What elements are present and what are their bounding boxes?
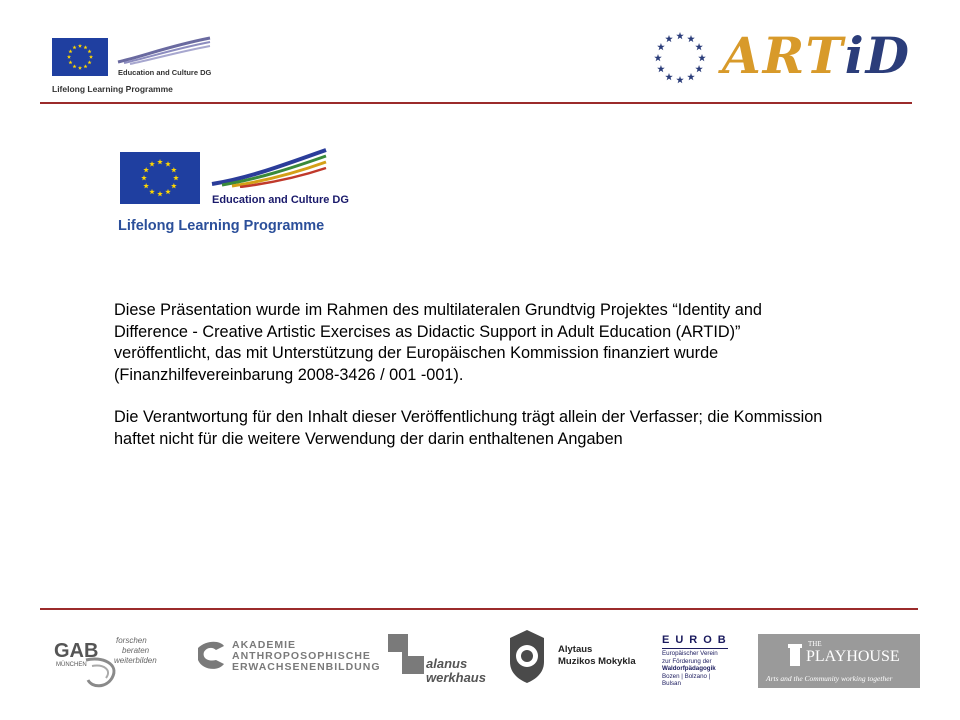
akademie-line3: ERWACHSENENBILDUNG <box>232 661 381 673</box>
playhouse-pillar-icon <box>788 644 802 666</box>
eurob-line3: Waldorfpädagogik <box>662 665 716 672</box>
alytaus-crest-icon <box>504 628 550 684</box>
eurob-line2: zur Förderung der <box>662 657 712 665</box>
star-icon <box>665 73 673 80</box>
swoosh-large-icon <box>210 148 330 188</box>
partner-alanus-logo <box>388 634 488 686</box>
star-icon <box>68 49 72 53</box>
star-icon <box>173 175 179 180</box>
artid-wordmark <box>722 28 911 84</box>
star-icon <box>695 43 703 50</box>
star-icon <box>665 35 673 42</box>
akademie-line1: AKADEMIE <box>232 639 297 651</box>
swoosh-icon <box>114 36 214 66</box>
akademie-mark-icon <box>196 638 226 672</box>
paragraph-project: Diese Präsentation wurde im Rahmen des multilateralen Grundtvig Projektes “Identity and Difference - Creative Artistic Exercises as Didactic Support in Adult Education (ARTID)” veröffentlicht, das mit Unterstützung der Europäischen Kommission finanziert wurde (Finanzhilfevereinbarung 2008-3426 / 001 -001). <box>114 301 762 384</box>
star-icon <box>157 159 163 164</box>
center-eu-logo <box>118 148 358 238</box>
eu-flag-large-icon <box>120 152 200 204</box>
artid-wordmark-main: ART <box>722 26 845 85</box>
header-artid-logo <box>652 26 912 92</box>
star-icon <box>78 66 82 70</box>
star-icon <box>72 64 76 68</box>
alanus-mark-icon <box>388 634 424 674</box>
gab-tag-forschen: forschen <box>116 636 147 645</box>
star-icon <box>171 183 177 188</box>
gab-city: MÜNCHEN <box>56 662 87 668</box>
star-icon <box>698 54 706 61</box>
star-icon <box>657 43 665 50</box>
alanus-line2: werkhaus <box>426 670 486 685</box>
star-icon <box>157 191 163 196</box>
eu-stars-ring-icon <box>652 30 708 86</box>
gab-tag-weiterbilden: weiterbilden <box>114 656 157 665</box>
star-icon <box>143 167 149 172</box>
eurob-rule <box>662 648 728 649</box>
eurob-line1: Europäischer Verein <box>662 650 718 657</box>
partner-alytaus-logo <box>504 628 644 688</box>
alytaus-line1: Alytaus <box>558 644 593 655</box>
playhouse-tagline: Arts and the Community working together <box>766 674 893 683</box>
star-icon <box>687 35 695 42</box>
akademie-line2: ANTHROPOSOPHISCHE <box>232 650 371 662</box>
alytaus-line2: Muzikos Mokykla <box>558 656 636 667</box>
star-icon <box>143 183 149 188</box>
star-icon <box>68 60 72 64</box>
eurob-line4: Bozen | Bolzano | Bulsan <box>662 672 711 687</box>
star-icon <box>89 55 93 59</box>
star-icon <box>87 60 91 64</box>
center-org-text: Education and Culture DG <box>212 194 349 206</box>
star-icon <box>676 76 684 83</box>
star-icon <box>149 161 155 166</box>
star-icon <box>78 44 82 48</box>
star-icon <box>654 54 662 61</box>
star-icon <box>67 55 71 59</box>
eu-flag-icon <box>52 38 108 76</box>
star-icon <box>657 65 665 72</box>
disclaimer-text <box>114 300 834 450</box>
star-icon <box>676 32 684 39</box>
partner-gab-logo <box>52 634 172 692</box>
star-icon <box>72 45 76 49</box>
eu-programme-text: Lifelong Learning Programme <box>52 84 173 94</box>
partner-akademie-logo <box>196 638 381 674</box>
gab-name: GAB <box>54 640 99 662</box>
header-eu-logo <box>52 36 222 98</box>
star-icon <box>687 73 695 80</box>
star-icon <box>695 65 703 72</box>
header-divider <box>40 102 912 104</box>
partner-eurob-logo <box>660 634 732 686</box>
paragraph-responsibility: Die Verantwortung für den Inhalt dieser Veröffentlichung trägt allein der Verfasser; die Kommission haftet nicht für die weitere Verwendung der darin enthaltenen Angaben <box>114 408 823 448</box>
artid-wordmark-id: iD <box>844 26 912 85</box>
alanus-line1: alanus <box>426 656 468 671</box>
star-icon <box>171 167 177 172</box>
star-icon <box>141 175 147 180</box>
playhouse-the: THE <box>808 640 822 648</box>
star-icon <box>165 189 171 194</box>
footer-divider <box>40 608 918 610</box>
gab-tag-beraten: beraten <box>122 646 150 655</box>
eurob-letters: EUROB <box>662 634 732 646</box>
star-icon <box>87 49 91 53</box>
partner-playhouse-logo <box>758 634 920 688</box>
eu-org-text: Education and Culture DG <box>118 68 212 77</box>
center-programme-text: Lifelong Learning Programme <box>118 218 325 234</box>
star-icon <box>165 161 171 166</box>
star-icon <box>83 45 87 49</box>
star-icon <box>149 189 155 194</box>
star-icon <box>83 64 87 68</box>
playhouse-name: PLAYHOUSE <box>806 648 900 665</box>
